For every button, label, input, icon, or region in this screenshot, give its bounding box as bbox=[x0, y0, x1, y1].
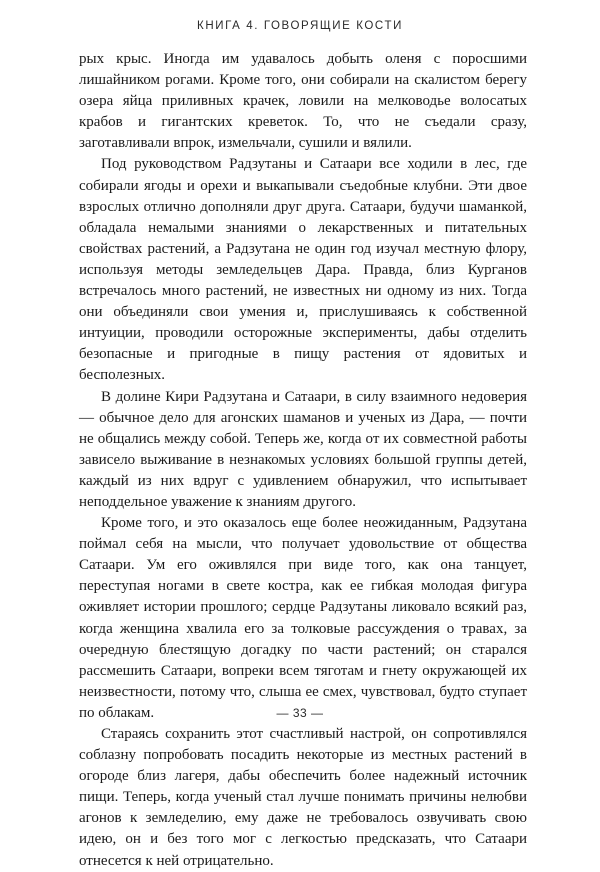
paragraph: В долине Кири Радзутана и Сатаари, в силу взаимного недоверия — обычное дело для агонских шаманов и ученых из Дара, — почти не общались между собой. Теперь же, когда от их совместной работы зависело выживание в незнакомых условиях большой группы детей, каждый из них вдруг с удивлением обнаружил, что испытывает неподдельное уважение к знаниям другого. bbox=[79, 388, 527, 510]
paragraph: рых крыс. Иногда им удавалось добыть оленя с поросшими лишайником рогами. Кроме того, они собирали на скалистом берегу озера яйца приливных крачек, ловили на мелководье волосатых крабов и гигантских креветок. То, что не съедали сразу, заготавливали впрок, измельчали, сушили и вялили. bbox=[79, 51, 527, 152]
paragraph: Кроме того, и это оказалось еще более неожиданным, Радзутана поймал себя на мысли, что получает удовольствие от общества Сатаари. Ум его оживлялся при виде того, как она танцует, переступая ногами в свете костра, как ее гибкая молодая фигура оживляет истории прошлого; сердце Радзутаны ликовало всякий раз, когда женщина хвалила его за толковые рассуждения о травах, за очередную блестящую догадку по части растений; он старался рассмешить Сатаари, вопреки всем тяготам и гнету окружающей их неизвестности, потому что, слыша ее смех, чувствовал, будто ступает по облакам. bbox=[79, 515, 527, 721]
paragraph: Под руководством Радзутаны и Сатаари все ходили в лес, где собирали ягоды и орехи и выкапывали съедобные клубни. Эти двое взрослых отлично дополняли друг друга. Сатаари, будучи шаманкой, обладала немалыми знаниями о лекарственных и питательных свойствах растений, а Радзутана не один год изучал местную флору, используя методы земледельцев Дара. Правда, близ Курганов встречалось много растений, не известных ни одному из них. Тогда они объединяли свои умения и, прислушиваясь к собственной интуиции, проводили осторожные эксперименты, дабы отделить безопасные и пригодные в пищу растения от ядовитых и бесполезных. bbox=[79, 156, 527, 384]
body-text bbox=[79, 49, 527, 872]
page-number: — 33 — bbox=[276, 706, 324, 720]
paragraph: Стараясь сохранить этот счастливый настрой, он сопротивлялся соблазну попробовать посадить некоторые из местных растений в огороде близ лагеря, дабы обеспечить более надежный источник пищи. Теперь, когда ученый стал лучше понимать причины нелюбви агонов к земледелию, ему даже не требовалось озвучивать свою идею, он и без того мог с легкостью предсказать, что Сатаари отнесется к ней отрицательно. bbox=[79, 726, 527, 869]
running-title: КНИГА 4. ГОВОРЯЩИЕ КОСТИ bbox=[197, 20, 403, 32]
